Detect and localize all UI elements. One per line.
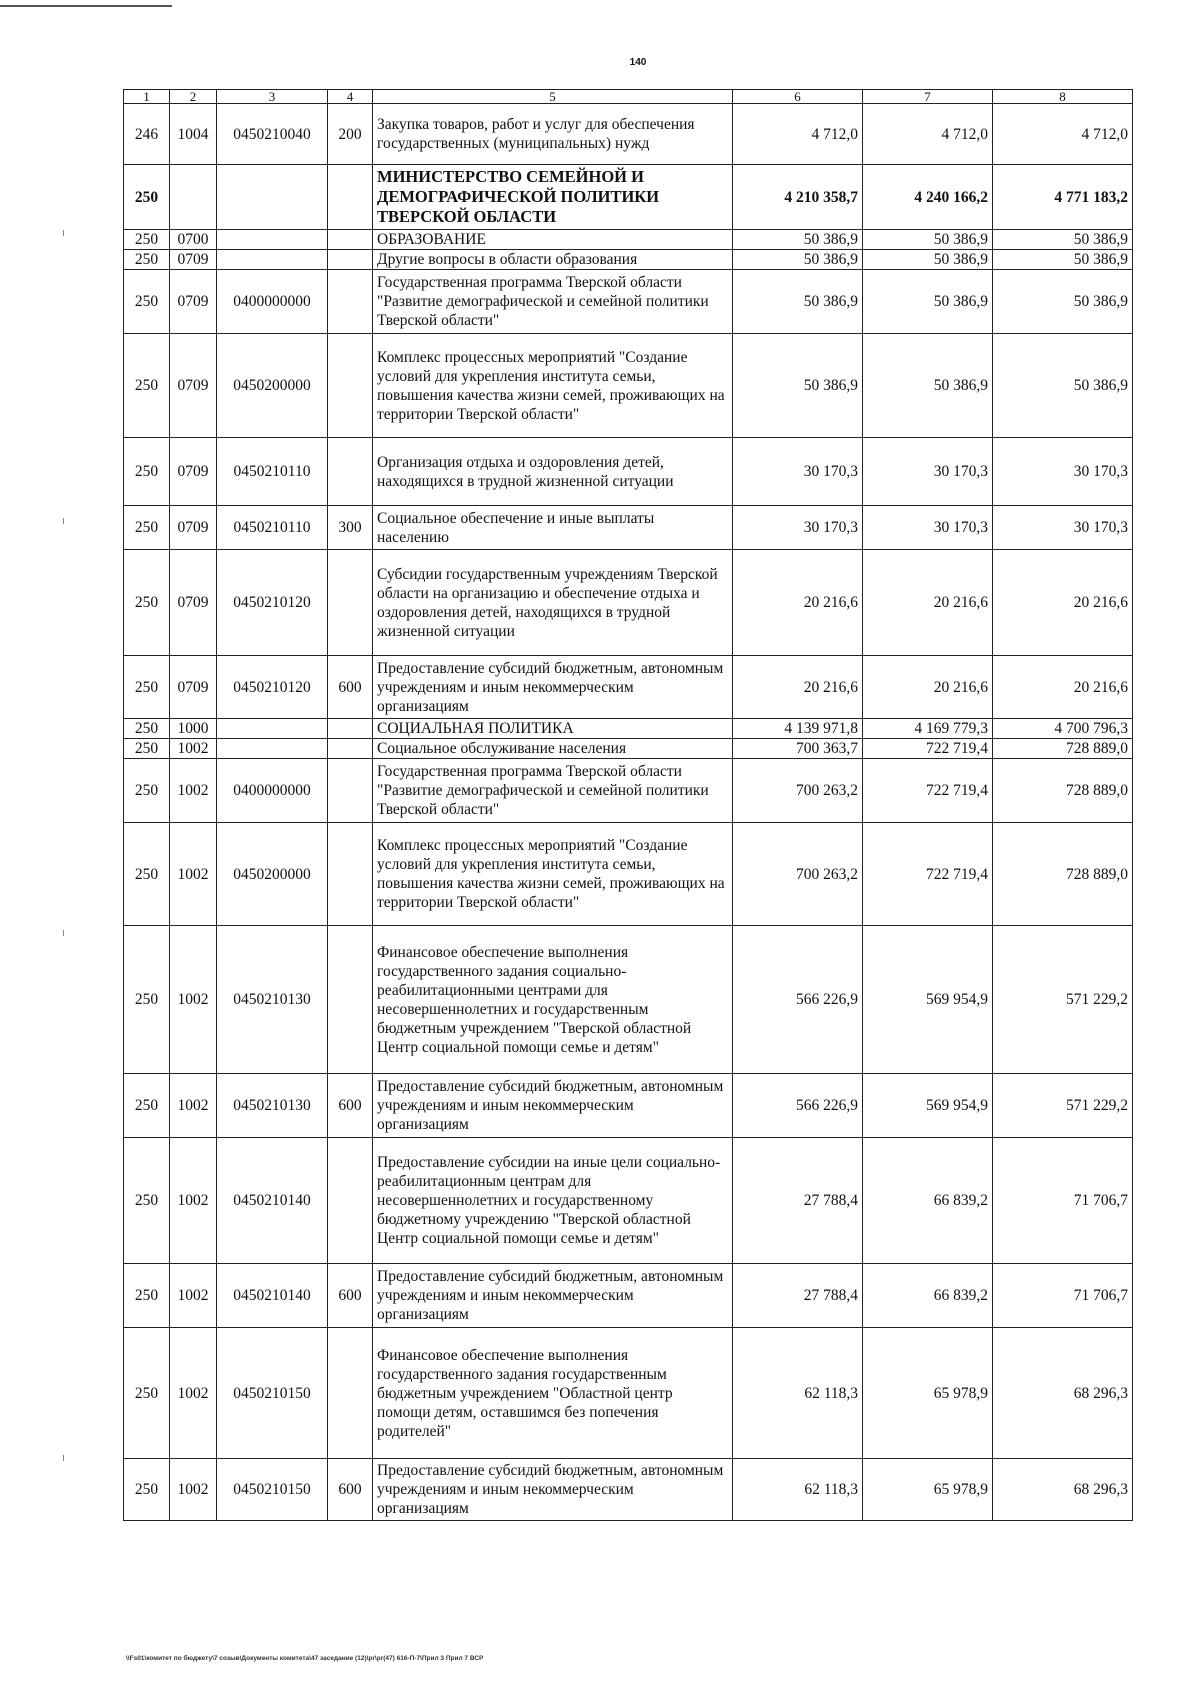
column-header: 5 (373, 90, 733, 104)
target-article-cell: 0450210130 (217, 926, 328, 1074)
scan-mark (63, 930, 64, 936)
amount-year2-cell: 722 719,4 (863, 739, 993, 759)
amount-year2-cell: 722 719,4 (863, 759, 993, 823)
amount-year3-cell: 571 229,2 (993, 926, 1133, 1074)
amount-year1-cell: 50 386,9 (733, 334, 863, 438)
table-row (124, 438, 1133, 506)
amount-year3-cell: 71 706,7 (993, 1138, 1133, 1264)
amount-year3-cell: 728 889,0 (993, 739, 1133, 759)
target-article-cell (217, 230, 328, 250)
description-cell: Государственная программа Тверской области "Развитие демографической и семейной политики Тверской области" (373, 270, 733, 334)
description-cell: Финансовое обеспечение выполнения государственного задания социально-реабилитационными центрами для несовершеннолетних и государственным бюджетным учреждением "Тверской областной Центр социальной помощи семье и детям" (373, 926, 733, 1074)
ministry-code-cell: 250 (124, 438, 170, 506)
amount-year1-cell: 50 386,9 (733, 250, 863, 270)
amount-year3-cell: 71 706,7 (993, 1264, 1133, 1328)
section-code-cell: 0709 (170, 270, 217, 334)
table-row (124, 1264, 1133, 1328)
section-code-cell: 1002 (170, 926, 217, 1074)
amount-year3-cell: 68 296,3 (993, 1328, 1133, 1459)
amount-year2-cell: 20 216,6 (863, 656, 993, 719)
column-number-row (124, 90, 1133, 104)
ministry-code-cell: 250 (124, 1138, 170, 1264)
target-article-cell: 0450200000 (217, 823, 328, 926)
description-cell: Предоставление субсидий бюджетным, автономным учреждениям и иным некоммерческим организациям (373, 1074, 733, 1138)
description-cell: МИНИСТЕРСТВО СЕМЕЙНОЙ И ДЕМОГРАФИЧЕСКОЙ ПОЛИТИКИ ТВЕРСКОЙ ОБЛАСТИ (373, 165, 733, 230)
ministry-code-cell: 250 (124, 759, 170, 823)
amount-year2-cell: 66 839,2 (863, 1138, 993, 1264)
top-rule (0, 5, 172, 7)
section-code-cell: 1002 (170, 759, 217, 823)
table-row (124, 506, 1133, 550)
section-code-cell: 1002 (170, 1328, 217, 1459)
expense-type-cell: 600 (328, 1459, 373, 1521)
section-code-cell: 1004 (170, 104, 217, 165)
amount-year3-cell: 20 216,6 (993, 656, 1133, 719)
expense-type-cell (328, 823, 373, 926)
ministry-code-cell: 250 (124, 739, 170, 759)
expense-type-cell (328, 270, 373, 334)
expense-type-cell (328, 759, 373, 823)
description-cell: Комплекс процессных мероприятий "Создание условий для укрепления института семьи, повышения качества жизни семей, проживающих на территории Тверской области" (373, 823, 733, 926)
expense-type-cell: 300 (328, 506, 373, 550)
amount-year2-cell: 50 386,9 (863, 334, 993, 438)
amount-year1-cell: 20 216,6 (733, 656, 863, 719)
expense-type-cell (328, 719, 373, 739)
description-cell: Организация отдыха и оздоровления детей, находящихся в трудной жизненной ситуации (373, 438, 733, 506)
expense-type-cell: 600 (328, 656, 373, 719)
column-header: 1 (124, 90, 170, 104)
amount-year3-cell: 4 771 183,2 (993, 165, 1133, 230)
table-row (124, 719, 1133, 739)
table-row (124, 656, 1133, 719)
amount-year2-cell: 20 216,6 (863, 550, 993, 656)
amount-year1-cell: 700 263,2 (733, 823, 863, 926)
expense-type-cell: 600 (328, 1074, 373, 1138)
column-header: 3 (217, 90, 328, 104)
table-row (124, 926, 1133, 1074)
amount-year1-cell: 27 788,4 (733, 1138, 863, 1264)
expense-type-cell (328, 230, 373, 250)
ministry-code-cell: 250 (124, 823, 170, 926)
expense-type-cell (328, 438, 373, 506)
scan-mark (63, 230, 64, 236)
table-row (124, 1074, 1133, 1138)
description-cell: Закупка товаров, работ и услуг для обеспечения государственных (муниципальных) нужд (373, 104, 733, 165)
column-header: 8 (993, 90, 1133, 104)
amount-year1-cell: 700 263,2 (733, 759, 863, 823)
amount-year3-cell: 728 889,0 (993, 823, 1133, 926)
amount-year2-cell: 50 386,9 (863, 270, 993, 334)
description-cell: Субсидии государственным учреждениям Тверской области на организацию и обеспечение отдыха и оздоровления детей, находящихся в трудной жизненной ситуации (373, 550, 733, 656)
table-row (124, 250, 1133, 270)
expense-type-cell (328, 739, 373, 759)
target-article-cell: 0450200000 (217, 334, 328, 438)
description-cell: ОБРАЗОВАНИЕ (373, 230, 733, 250)
ministry-code-cell: 250 (124, 1459, 170, 1521)
target-article-cell: 0450210140 (217, 1264, 328, 1328)
amount-year2-cell: 4 169 779,3 (863, 719, 993, 739)
table-row (124, 823, 1133, 926)
section-code-cell: 1002 (170, 1264, 217, 1328)
amount-year1-cell: 20 216,6 (733, 550, 863, 656)
amount-year1-cell: 50 386,9 (733, 230, 863, 250)
amount-year1-cell: 62 118,3 (733, 1328, 863, 1459)
description-cell: Предоставление субсидий бюджетным, автономным учреждениям и иным некоммерческим организациям (373, 656, 733, 719)
amount-year3-cell: 50 386,9 (993, 230, 1133, 250)
amount-year2-cell: 65 978,9 (863, 1328, 993, 1459)
table-row (124, 270, 1133, 334)
amount-year2-cell: 569 954,9 (863, 926, 993, 1074)
ministry-code-cell: 250 (124, 270, 170, 334)
amount-year2-cell: 66 839,2 (863, 1264, 993, 1328)
table-row (124, 334, 1133, 438)
file-path-footer: \\Fs01\комитет по бюджету\7 созыв\Документы комитета\47 заседание (12)\pr\pr(47) 616-П-7\Прил 3 Прил 7 ВСР (126, 1655, 484, 1662)
table-row (124, 230, 1133, 250)
amount-year1-cell: 4 139 971,8 (733, 719, 863, 739)
column-header: 6 (733, 90, 863, 104)
amount-year3-cell: 4 712,0 (993, 104, 1133, 165)
ministry-code-cell: 250 (124, 1328, 170, 1459)
amount-year3-cell: 68 296,3 (993, 1459, 1133, 1521)
amount-year3-cell: 50 386,9 (993, 250, 1133, 270)
ministry-code-cell: 250 (124, 1074, 170, 1138)
amount-year2-cell: 30 170,3 (863, 438, 993, 506)
section-code-cell: 0709 (170, 334, 217, 438)
description-cell: СОЦИАЛЬНАЯ ПОЛИТИКА (373, 719, 733, 739)
section-code-cell: 1002 (170, 1074, 217, 1138)
expense-type-cell (328, 250, 373, 270)
expense-type-cell (328, 926, 373, 1074)
expense-type-cell (328, 165, 373, 230)
target-article-cell: 0450210120 (217, 550, 328, 656)
target-article-cell (217, 165, 328, 230)
table-row (124, 739, 1133, 759)
amount-year3-cell: 20 216,6 (993, 550, 1133, 656)
table-row (124, 104, 1133, 165)
page-number: 140 (629, 57, 647, 68)
amount-year3-cell: 571 229,2 (993, 1074, 1133, 1138)
amount-year1-cell: 62 118,3 (733, 1459, 863, 1521)
section-code-cell: 1002 (170, 739, 217, 759)
column-header: 4 (328, 90, 373, 104)
expense-type-cell (328, 550, 373, 656)
expense-type-cell (328, 334, 373, 438)
ministry-code-cell: 250 (124, 165, 170, 230)
ministry-code-cell: 246 (124, 104, 170, 165)
amount-year1-cell: 566 226,9 (733, 926, 863, 1074)
amount-year3-cell: 50 386,9 (993, 334, 1133, 438)
amount-year2-cell: 30 170,3 (863, 506, 993, 550)
ministry-code-cell: 250 (124, 719, 170, 739)
section-code-cell: 1002 (170, 1459, 217, 1521)
amount-year1-cell: 4 210 358,7 (733, 165, 863, 230)
description-cell: Государственная программа Тверской области "Развитие демографической и семейной политики Тверской области" (373, 759, 733, 823)
description-cell: Предоставление субсидий бюджетным, автономным учреждениям и иным некоммерческим организациям (373, 1264, 733, 1328)
amount-year2-cell: 569 954,9 (863, 1074, 993, 1138)
ministry-code-cell: 250 (124, 334, 170, 438)
target-article-cell: 0400000000 (217, 270, 328, 334)
section-code-cell: 1002 (170, 1138, 217, 1264)
amount-year1-cell: 4 712,0 (733, 104, 863, 165)
ministry-code-cell: 250 (124, 230, 170, 250)
target-article-cell (217, 739, 328, 759)
amount-year3-cell: 728 889,0 (993, 759, 1133, 823)
target-article-cell: 0450210140 (217, 1138, 328, 1264)
section-code-cell: 0700 (170, 230, 217, 250)
target-article-cell: 0450210110 (217, 506, 328, 550)
description-cell: Предоставление субсидии на иные цели социально-реабилитационным центрам для несовершеннолетних и государственному бюджетному учреждению "Тверской областной Центр социальной помощи семье и детям" (373, 1138, 733, 1264)
table-row (124, 550, 1133, 656)
amount-year1-cell: 700 363,7 (733, 739, 863, 759)
target-article-cell (217, 719, 328, 739)
target-article-cell (217, 250, 328, 270)
section-code-cell: 1000 (170, 719, 217, 739)
section-code-cell: 0709 (170, 250, 217, 270)
amount-year1-cell: 30 170,3 (733, 438, 863, 506)
description-cell: Социальное обеспечение и иные выплаты населению (373, 506, 733, 550)
amount-year2-cell: 4 240 166,2 (863, 165, 993, 230)
amount-year1-cell: 27 788,4 (733, 1264, 863, 1328)
column-header: 7 (863, 90, 993, 104)
amount-year2-cell: 50 386,9 (863, 250, 993, 270)
amount-year2-cell: 65 978,9 (863, 1459, 993, 1521)
section-code-cell: 0709 (170, 506, 217, 550)
ministry-code-cell: 250 (124, 550, 170, 656)
table-row (124, 759, 1133, 823)
description-cell: Комплекс процессных мероприятий "Создание условий для укрепления института семьи, повышения качества жизни семей, проживающих на территории Тверской области" (373, 334, 733, 438)
target-article-cell: 0450210040 (217, 104, 328, 165)
amount-year1-cell: 566 226,9 (733, 1074, 863, 1138)
table-row (124, 1459, 1133, 1521)
target-article-cell: 0400000000 (217, 759, 328, 823)
scan-mark (63, 1455, 64, 1461)
expense-type-cell: 600 (328, 1264, 373, 1328)
description-cell: Другие вопросы в области образования (373, 250, 733, 270)
amount-year1-cell: 30 170,3 (733, 506, 863, 550)
amount-year3-cell: 30 170,3 (993, 438, 1133, 506)
section-code-cell: 0709 (170, 438, 217, 506)
column-header: 2 (170, 90, 217, 104)
table-row (124, 165, 1133, 230)
table-row (124, 1138, 1133, 1264)
ministry-code-cell: 250 (124, 250, 170, 270)
ministry-code-cell: 250 (124, 1264, 170, 1328)
target-article-cell: 0450210120 (217, 656, 328, 719)
scan-mark (63, 518, 64, 524)
target-article-cell: 0450210150 (217, 1328, 328, 1459)
amount-year1-cell: 50 386,9 (733, 270, 863, 334)
section-code-cell (170, 165, 217, 230)
ministry-code-cell: 250 (124, 926, 170, 1074)
target-article-cell: 0450210130 (217, 1074, 328, 1138)
amount-year3-cell: 4 700 796,3 (993, 719, 1133, 739)
ministry-code-cell: 250 (124, 506, 170, 550)
section-code-cell: 1002 (170, 823, 217, 926)
amount-year3-cell: 30 170,3 (993, 506, 1133, 550)
amount-year3-cell: 50 386,9 (993, 270, 1133, 334)
ministry-code-cell: 250 (124, 656, 170, 719)
description-cell: Предоставление субсидий бюджетным, автономным учреждениям и иным некоммерческим организациям (373, 1459, 733, 1521)
amount-year2-cell: 722 719,4 (863, 823, 993, 926)
amount-year2-cell: 4 712,0 (863, 104, 993, 165)
expense-type-cell: 200 (328, 104, 373, 165)
section-code-cell: 0709 (170, 656, 217, 719)
section-code-cell: 0709 (170, 550, 217, 656)
table-row (124, 1328, 1133, 1459)
budget-table (123, 89, 1133, 1521)
description-cell: Финансовое обеспечение выполнения государственного задания государственным бюджетным учреждением "Областной центр помощи детям, оставшимся без попечения родителей" (373, 1328, 733, 1459)
target-article-cell: 0450210150 (217, 1459, 328, 1521)
expense-type-cell (328, 1328, 373, 1459)
description-cell: Социальное обслуживание населения (373, 739, 733, 759)
target-article-cell: 0450210110 (217, 438, 328, 506)
amount-year2-cell: 50 386,9 (863, 230, 993, 250)
expense-type-cell (328, 1138, 373, 1264)
